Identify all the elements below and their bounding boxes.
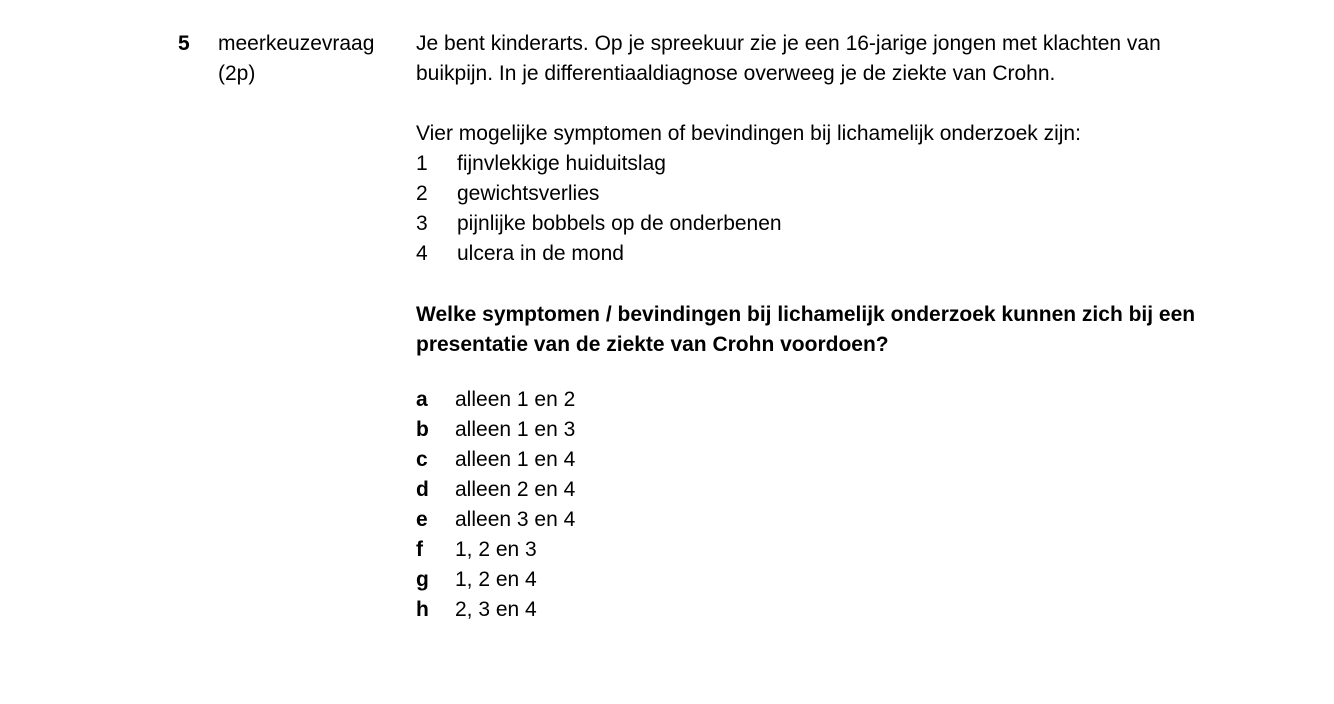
option-letter: c [416,448,428,471]
answer-option-b[interactable] [416,415,1276,445]
question-number: 5 [178,32,190,55]
option-text: 2, 3 en 4 [455,598,537,621]
option-text: alleen 1 en 4 [455,448,576,471]
symptom-number: 1 [416,152,428,175]
option-letter: h [416,598,429,621]
option-text: alleen 2 en 4 [455,478,576,501]
option-letter: d [416,478,429,501]
case-intro-line: Je bent kinderarts. Op je spreekuur zie je een 16-jarige jongen met klachten van [416,32,1161,55]
case-intro [416,29,1276,89]
symptom-item [416,149,1276,179]
answer-option-e[interactable] [416,505,1276,535]
case-intro-line: buikpijn. In je differentiaaldiagnose overweeg je de ziekte van Crohn. [416,62,1056,85]
option-letter: e [416,508,428,531]
symptom-list [416,149,1276,269]
option-letter: f [416,538,423,561]
symptom-item [416,179,1276,209]
question-prompt-line: Welke symptomen / bevindingen bij lichamelijk onderzoek kunnen zich bij een [416,303,1196,326]
answer-option-d[interactable] [416,475,1276,505]
answer-option-a[interactable] [416,385,1276,415]
symptom-item [416,209,1276,239]
option-text: 1, 2 en 3 [455,538,537,561]
symptom-text: gewichtsverlies [457,182,600,205]
question-type [218,29,374,89]
question-prompt-line: presentatie van de ziekte van Crohn voordoen? [416,333,889,356]
question-points: (2p) [218,62,256,85]
symptom-text: fijnvlekkige huiduitslag [457,152,666,175]
answer-option-c[interactable] [416,445,1276,475]
option-letter: b [416,418,429,441]
question-content [416,29,1276,625]
answer-option-g[interactable] [416,565,1276,595]
symptom-text: pijnlijke bobbels op de onderbenen [457,212,782,235]
option-text: alleen 1 en 2 [455,388,576,411]
question-prompt [416,300,1276,360]
symptom-number: 4 [416,242,428,265]
symptom-number: 2 [416,182,428,205]
symptom-text: ulcera in de mond [457,242,624,265]
answer-option-f[interactable] [416,535,1276,565]
symptom-number: 3 [416,212,428,235]
symptom-item [416,239,1276,269]
answer-option-h[interactable] [416,595,1276,625]
option-text: alleen 3 en 4 [455,508,576,531]
option-text: 1, 2 en 4 [455,568,537,591]
option-letter: g [416,568,429,591]
option-letter: a [416,388,428,411]
symptoms-lead: Vier mogelijke symptomen of bevindingen bij lichamelijk onderzoek zijn: [416,122,1081,145]
question-type-label: meerkeuzevraag [218,32,375,55]
option-text: alleen 1 en 3 [455,418,576,441]
answer-options [416,385,1276,625]
